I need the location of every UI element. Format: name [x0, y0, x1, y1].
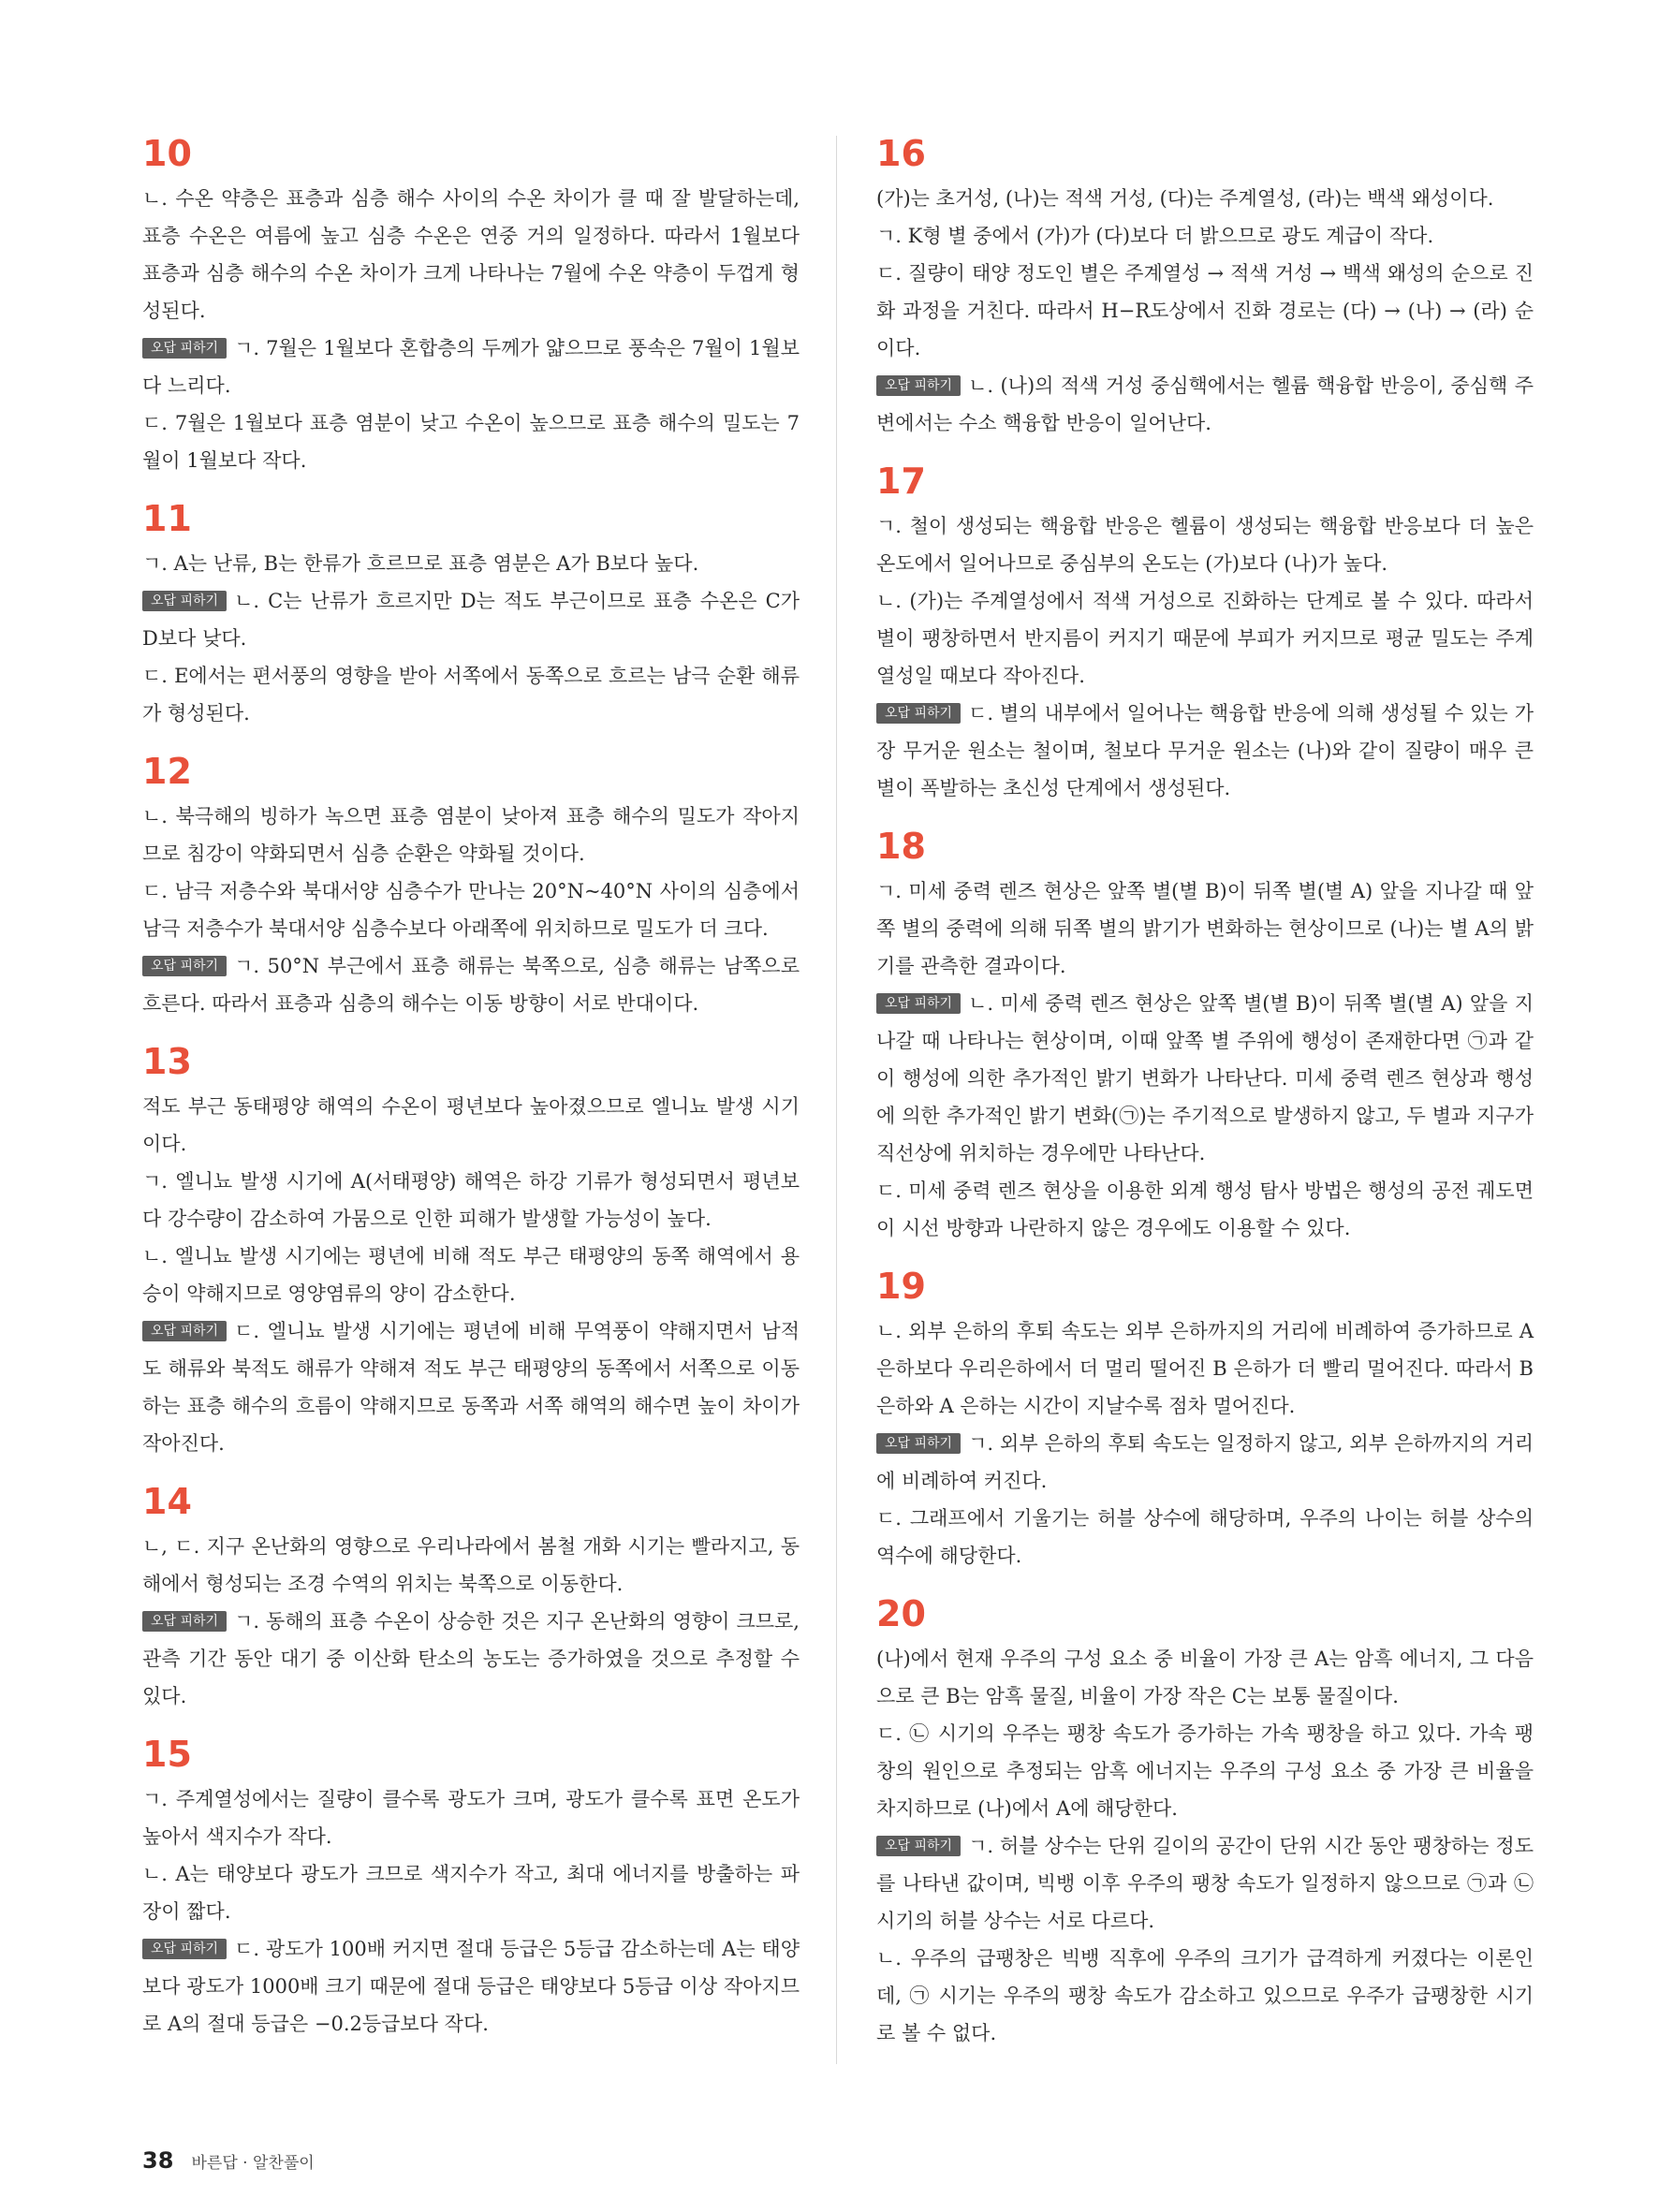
answer-section: [876, 131, 1534, 442]
question-number: 13: [142, 1041, 192, 1082]
explanation-paragraph: [142, 1312, 800, 1462]
explanation-paragraph: [876, 1172, 1534, 1247]
wrong-answer-badge: 오답 피하기: [876, 993, 961, 1014]
question-number: 12: [142, 751, 192, 792]
explanation-paragraph: [142, 1930, 800, 2043]
explanation-text: ㄴ. 북극해의 빙하가 녹으면 표층 염분이 낮아져 표층 해수의 밀도가 작아지므로 침강이 약화되면서 심층 순환은 약화될 것이다.: [142, 805, 800, 865]
explanation-text: ㄱ. 외부 은하의 후퇴 속도는 일정하지 않고, 외부 은하까지의 거리에 비례하여 커진다.: [876, 1432, 1534, 1492]
question-number: 15: [142, 1734, 192, 1775]
explanation-paragraph: [876, 1640, 1534, 1715]
explanation-paragraph: [876, 872, 1534, 985]
explanation-text: ㄷ. 7월은 1월보다 표층 염분이 낮고 수온이 높으므로 표층 해수의 밀도는 7월이 1월보다 작다.: [142, 412, 800, 472]
wrong-answer-badge: 오답 피하기: [142, 591, 227, 611]
left-column: [142, 131, 800, 2059]
explanation-paragraph: [142, 1238, 800, 1312]
answer-section: [142, 496, 800, 732]
explanation-paragraph: [876, 1500, 1534, 1575]
question-number: 18: [876, 826, 926, 867]
explanation-text: ㄴ. 미세 중력 렌즈 현상은 앞쪽 별(별 B)이 뒤쪽 별(별 A) 앞을 지나갈 때 나타나는 현상이며, 이때 앞쪽 별 주위에 행성이 존재한다면 ㉠과 같이 행성에 의한 추가적인 밝기 변화가 나타난다. 미세 중력 렌즈 현상과 행성에 의한 추가적인 밝기 변화(㉠)는 주기적으로 발생하지 않고, 두 별과 지구가 직선상에 위치하는 경우에만 나타난다.: [876, 992, 1534, 1165]
wrong-answer-badge: 오답 피하기: [142, 1321, 227, 1341]
explanation-paragraph: [142, 798, 800, 872]
explanation-text: ㄷ. 광도가 100배 커지면 절대 등급은 5등급 감소하는데 A는 태양보다 광도가 1000배 크기 때문에 절대 등급은 태양보다 5등급 이상 작아지므로 A의 절대 등급은 −0.2등급보다 작다.: [142, 1938, 800, 2035]
explanation-text: ㄴ. (가)는 주계열성에서 적색 거성으로 진화하는 단계로 볼 수 있다. 따라서 별이 팽창하면서 반지름이 커지기 때문에 부피가 커지므로 평균 밀도는 주계열성일 때보다 작아진다.: [876, 590, 1534, 687]
explanation-text: ㄷ. 그래프에서 기울기는 허블 상수에 해당하며, 우주의 나이는 허블 상수의 역수에 해당한다.: [876, 1507, 1534, 1567]
explanation-paragraph: [876, 255, 1534, 367]
explanation-paragraph: [876, 1827, 1534, 1940]
explanation-paragraph: [142, 330, 800, 404]
explanation-paragraph: [142, 404, 800, 479]
explanation-text: ㄷ. 질량이 태양 정도인 별은 주계열성 → 적색 거성 → 백색 왜성의 순으로 진화 과정을 거친다. 따라서 H−R도상에서 진화 경로는 (다) → (나) → (라) 순이다.: [876, 262, 1534, 359]
explanation-text: ㄴ. C는 난류가 흐르지만 D는 적도 부근이므로 표층 수온은 C가 D보다 낮다.: [142, 590, 800, 650]
explanation-text: ㄴ. 수온 약층은 표층과 심층 해수 사이의 수온 차이가 클 때 잘 발달하는데, 표층 수온은 여름에 높고 심층 수온은 연중 거의 일정하다. 따라서 1월보다 표층과 심층 해수의 수온 차이가 크게 나타나는 7월에 수온 약층이 두껍게 형성된다.: [142, 187, 800, 322]
explanation-paragraph: [876, 367, 1534, 442]
answer-section: [142, 1479, 800, 1715]
answer-section: [876, 1264, 1534, 1575]
question-number: 20: [876, 1593, 926, 1634]
explanation-paragraph: [876, 1940, 1534, 2052]
explanation-text: ㄱ. K형 별 중에서 (가)가 (다)보다 더 밝으므로 광도 계급이 작다.: [876, 225, 1434, 247]
explanation-paragraph: [142, 545, 800, 582]
wrong-answer-badge: 오답 피하기: [142, 338, 227, 359]
explanation-paragraph: [142, 872, 800, 947]
explanation-text: ㄱ. 허블 상수는 단위 길이의 공간이 단위 시간 동안 팽창하는 정도를 나타낸 값이며, 빅뱅 이후 우주의 팽창 속도가 일정하지 않으므로 ㉠과 ㉡ 시기의 허블 상수는 서로 다르다.: [876, 1835, 1534, 1932]
wrong-answer-badge: 오답 피하기: [876, 1836, 961, 1856]
explanation-text: ㄱ. 50°N 부근에서 표층 해류는 북쪽으로, 심층 해류는 남쪽으로 흐른다. 따라서 표층과 심층의 해수는 이동 방향이 서로 반대이다.: [142, 955, 800, 1015]
explanation-text: ㄷ. 엘니뇨 발생 시기에는 평년에 비해 무역풍이 약해지면서 남적도 해류와 북적도 해류가 약해져 적도 부근 태평양의 동쪽에서 서쪽으로 이동하는 표층 해수의 흐름이 약해지므로 동쪽과 서쪽 해역의 해수면 높이 차이가 작아진다.: [142, 1320, 800, 1455]
wrong-answer-badge: 오답 피하기: [142, 1939, 227, 1959]
explanation-paragraph: [142, 1603, 800, 1715]
explanation-paragraph: [876, 1715, 1534, 1827]
answer-section: [142, 131, 800, 479]
question-number: 17: [876, 461, 926, 502]
explanation-text: ㄱ. 미세 중력 렌즈 현상은 앞쪽 별(별 B)이 뒤쪽 별(별 A) 앞을 지나갈 때 앞쪽 별의 중력에 의해 뒤쪽 별의 밝기가 변화하는 현상이므로 (나)는 별 A의 밝기를 관측한 결과이다.: [876, 880, 1534, 977]
wrong-answer-badge: 오답 피하기: [142, 1611, 227, 1632]
answer-section: [142, 1039, 800, 1462]
wrong-answer-badge: 오답 피하기: [876, 375, 961, 396]
explanation-paragraph: [142, 1528, 800, 1603]
explanation-text: ㄴ. 엘니뇨 발생 시기에는 평년에 비해 적도 부근 태평양의 동쪽 해역에서 용승이 약해지므로 영양염류의 양이 감소한다.: [142, 1245, 800, 1305]
explanation-text: ㄴ. A는 태양보다 광도가 크므로 색지수가 작고, 최대 에너지를 방출하는 파장이 짧다.: [142, 1863, 800, 1923]
question-number: 10: [142, 133, 192, 174]
explanation-text: ㄷ. 남극 저층수와 북대서양 심층수가 만나는 20°N~40°N 사이의 심층에서 남극 저층수가 북대서양 심층수보다 아래쪽에 위치하므로 밀도가 더 크다.: [142, 880, 800, 940]
page-footer: [142, 2147, 315, 2174]
explanation-text: ㄱ. 철이 생성되는 핵융합 반응은 헬륨이 생성되는 핵융합 반응보다 더 높은 온도에서 일어나므로 중심부의 온도는 (가)보다 (나)가 높다.: [876, 515, 1534, 575]
explanation-text: ㄴ. 우주의 급팽창은 빅뱅 직후에 우주의 크기가 급격하게 커졌다는 이론인데, ㉠ 시기는 우주의 팽창 속도가 감소하고 있으므로 우주가 급팽창한 시기로 볼 수 없다.: [876, 1947, 1534, 2044]
explanation-paragraph: [142, 1088, 800, 1163]
explanation-text: 적도 부근 동태평양 해역의 수온이 평년보다 높아졌으므로 엘니뇨 발생 시기이다.: [142, 1095, 800, 1155]
column-divider: [836, 136, 837, 2064]
question-number: 16: [876, 133, 926, 174]
answer-section: [142, 1732, 800, 2043]
question-number: 11: [142, 498, 192, 539]
explanation-text: ㄱ. 7월은 1월보다 혼합층의 두께가 얇으므로 풍속은 7월이 1월보다 느리다.: [142, 337, 800, 397]
explanation-paragraph: [142, 180, 800, 330]
book-title: 바른답 · 알찬풀이: [191, 2154, 315, 2173]
explanation-paragraph: [142, 1163, 800, 1238]
explanation-text: ㄷ. 미세 중력 렌즈 현상을 이용한 외계 행성 탐사 방법은 행성의 공전 궤도면이 시선 방향과 나란하지 않은 경우에도 이용할 수 있다.: [876, 1179, 1534, 1239]
answer-section: [876, 459, 1534, 807]
explanation-text: ㄱ. 주계열성에서는 질량이 클수록 광도가 크며, 광도가 클수록 표면 온도가 높아서 색지수가 작다.: [142, 1788, 800, 1848]
answer-section: [876, 824, 1534, 1247]
explanation-paragraph: [142, 1855, 800, 1930]
explanation-paragraph: [876, 1425, 1534, 1500]
explanation-paragraph: [876, 582, 1534, 695]
explanation-paragraph: [876, 1312, 1534, 1425]
explanation-text: ㄴ. 외부 은하의 후퇴 속도는 외부 은하까지의 거리에 비례하여 증가하므로 A 은하보다 우리은하에서 더 멀리 떨어진 B 은하가 더 빨리 멀어진다. 따라서 B 은하와 A 은하는 시간이 지날수록 점차 멀어진다.: [876, 1320, 1534, 1417]
page-number: 38: [142, 2147, 174, 2174]
explanation-paragraph: [142, 582, 800, 657]
explanation-text: ㄷ. ㉡ 시기의 우주는 팽창 속도가 증가하는 가속 팽창을 하고 있다. 가속 팽창의 원인으로 추정되는 암흑 에너지는 우주의 구성 요소 중 가장 큰 비율을 차지하므로 (나)에서 A에 해당한다.: [876, 1722, 1534, 1820]
explanation-paragraph: [876, 985, 1534, 1172]
explanation-text: ㄱ. 엘니뇨 발생 시기에 A(서태평양) 해역은 하강 기류가 형성되면서 평년보다 강수량이 감소하여 가뭄으로 인한 피해가 발생할 가능성이 높다.: [142, 1170, 800, 1230]
right-column: [876, 131, 1534, 2069]
explanation-text: ㄴ, ㄷ. 지구 온난화의 영향으로 우리나라에서 봄철 개화 시기는 빨라지고, 동해에서 형성되는 조경 수역의 위치는 북쪽으로 이동한다.: [142, 1535, 800, 1595]
explanation-text: ㄷ. 별의 내부에서 일어나는 핵융합 반응에 의해 생성될 수 있는 가장 무거운 원소는 철이며, 철보다 무거운 원소는 (나)와 같이 질량이 매우 큰 별이 폭발하는 초신성 단계에서 생성된다.: [876, 702, 1534, 799]
answer-section: [142, 749, 800, 1022]
explanation-paragraph: [142, 657, 800, 732]
question-number: 19: [876, 1266, 926, 1307]
answer-section: [876, 1591, 1534, 2052]
wrong-answer-badge: 오답 피하기: [876, 703, 961, 724]
explanation-paragraph: [142, 947, 800, 1022]
wrong-answer-badge: 오답 피하기: [876, 1433, 961, 1454]
explanation-paragraph: [876, 695, 1534, 807]
explanation-paragraph: [876, 217, 1534, 255]
explanation-text: (가)는 초거성, (나)는 적색 거성, (다)는 주계열성, (라)는 백색 왜성이다.: [876, 187, 1494, 210]
explanation-text: ㄱ. A는 난류, B는 한류가 흐르므로 표층 염분은 A가 B보다 높다.: [142, 552, 699, 575]
explanation-paragraph: [876, 180, 1534, 217]
explanation-text: (나)에서 현재 우주의 구성 요소 중 비율이 가장 큰 A는 암흑 에너지, 그 다음으로 큰 B는 암흑 물질, 비율이 가장 작은 C는 보통 물질이다.: [876, 1648, 1534, 1707]
explanation-text: ㄱ. 동해의 표층 수온이 상승한 것은 지구 온난화의 영향이 크므로, 관측 기간 동안 대기 중 이산화 탄소의 농도는 증가하였을 것으로 추정할 수 있다.: [142, 1610, 800, 1707]
explanation-text: ㄴ. (나)의 적색 거성 중심핵에서는 헬륨 핵융합 반응이, 중심핵 주변에서는 수소 핵융합 반응이 일어난다.: [876, 374, 1534, 434]
explanation-paragraph: [142, 1780, 800, 1855]
question-number: 14: [142, 1481, 192, 1522]
explanation-paragraph: [876, 507, 1534, 582]
wrong-answer-badge: 오답 피하기: [142, 956, 227, 976]
explanation-text: ㄷ. E에서는 편서풍의 영향을 받아 서쪽에서 동쪽으로 흐르는 남극 순환 해류가 형성된다.: [142, 665, 800, 725]
